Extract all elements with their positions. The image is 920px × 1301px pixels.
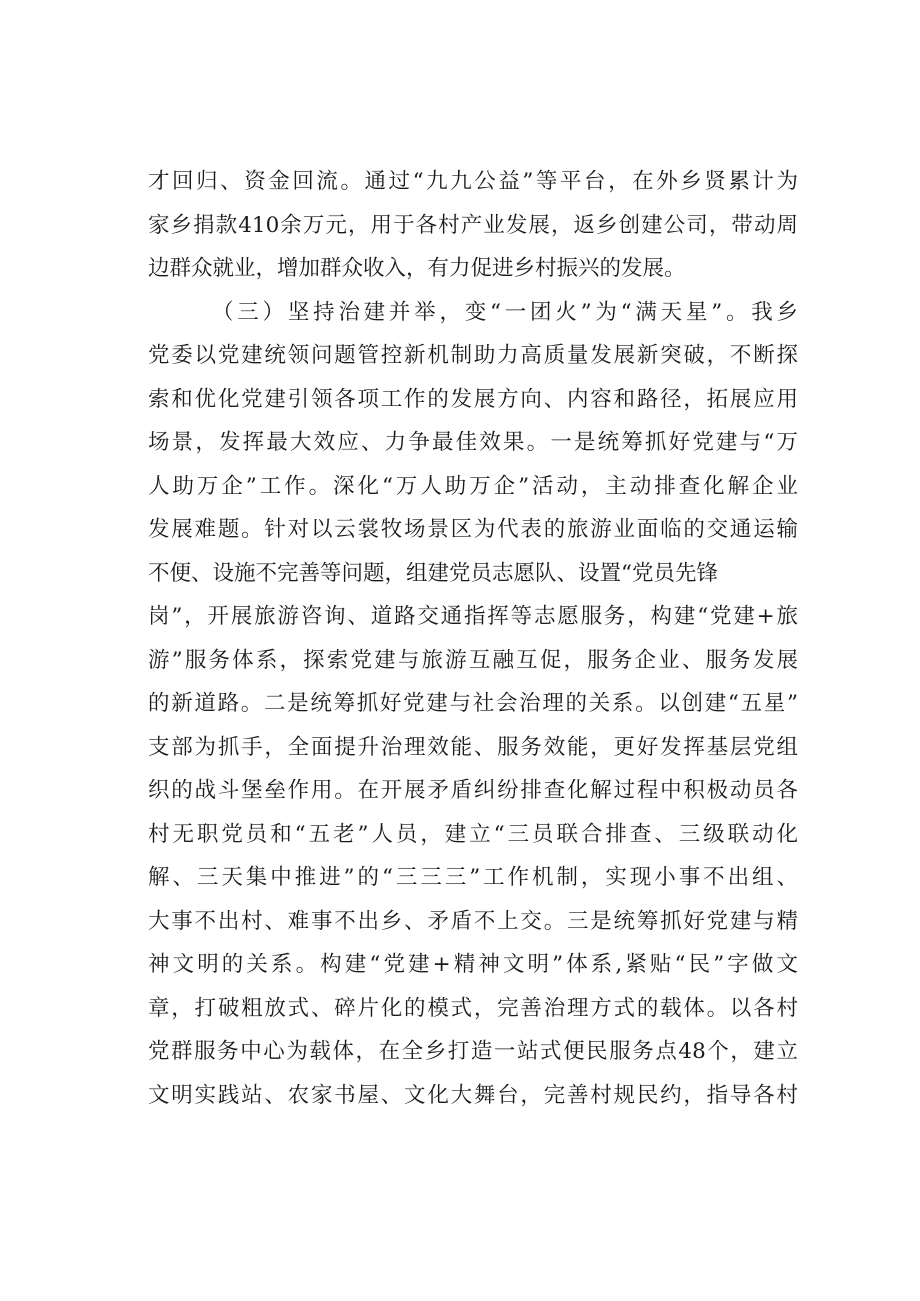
text-line: 文明实践站、农家书屋、文化大舞台，完善村规民约，指导各村 (148, 1082, 798, 1108)
text-line: 的新道路。二是统筹抓好党建与社会治理的关系。以创建“五星” (148, 691, 798, 716)
text-line: 边群众就业，增加群众收入，有力促进乡村振兴的发展。 (148, 256, 686, 281)
text-line: 支部为抓手，全面提升治理效能、服务效能，更好发挥基层党组 (148, 734, 798, 760)
text-line: 岗”，开展旅游咨询、道路交通指挥等志愿服务，构建“党建+旅 (148, 604, 798, 629)
text-line: 索和优化党建引领各项工作的发展方向、内容和路径，拓展应用 (148, 386, 798, 412)
text-line: 不便、设施不完善等问题，组建党员志愿队、设置“党员先锋 (148, 560, 718, 586)
text-line: 党群服务中心为载体，在全乡打造一站式便民服务点48个，建立 (148, 1039, 798, 1064)
text-line: 党委以党建统领问题管控新机制助力高质量发展新突破，不断探 (148, 343, 798, 368)
text-line: 解、三天集中推进”的“三三三”工作机制，实现小事不出组、 (148, 865, 798, 890)
text-line: 神文明的关系。构建“党建+精神文明”体系,紧贴“民”字做文 (148, 952, 798, 977)
body-text (148, 160, 798, 1117)
text-line: 家乡捐款410余万元，用于各村产业发展，返乡创建公司，带动周 (148, 212, 798, 238)
text-line: 章，打破粗放式、碎片化的模式，完善治理方式的载体。以各村 (148, 995, 798, 1021)
text-line: 人助万企”工作。深化“万人助万企”活动，主动排查化解企业 (148, 473, 798, 499)
section-heading-line: （三）坚持治建并举，变“一团火”为“满天星”。我乡 (212, 299, 798, 325)
text-line: 织的战斗堡垒作用。在开展矛盾纠纷排查化解过程中积极动员各 (148, 778, 798, 803)
text-line: 大事不出村、难事不出乡、矛盾不上交。三是统筹抓好党建与精 (148, 908, 798, 934)
text-line: 发展难题。针对以云裳牧场景区为代表的旅游业面临的交通运输 (148, 517, 798, 542)
text-line: 才回归、资金回流。通过“九九公益”等平台，在外乡贤累计为 (148, 169, 798, 194)
text-line: 场景，发挥最大效应、力争最佳效果。一是统筹抓好党建与“万 (148, 430, 798, 455)
text-line: 村无职党员和“五老”人员，建立“三员联合排查、三级联动化 (148, 821, 798, 847)
text-line: 游”服务体系，探索党建与旅游互融互促，服务企业、服务发展 (148, 647, 798, 673)
